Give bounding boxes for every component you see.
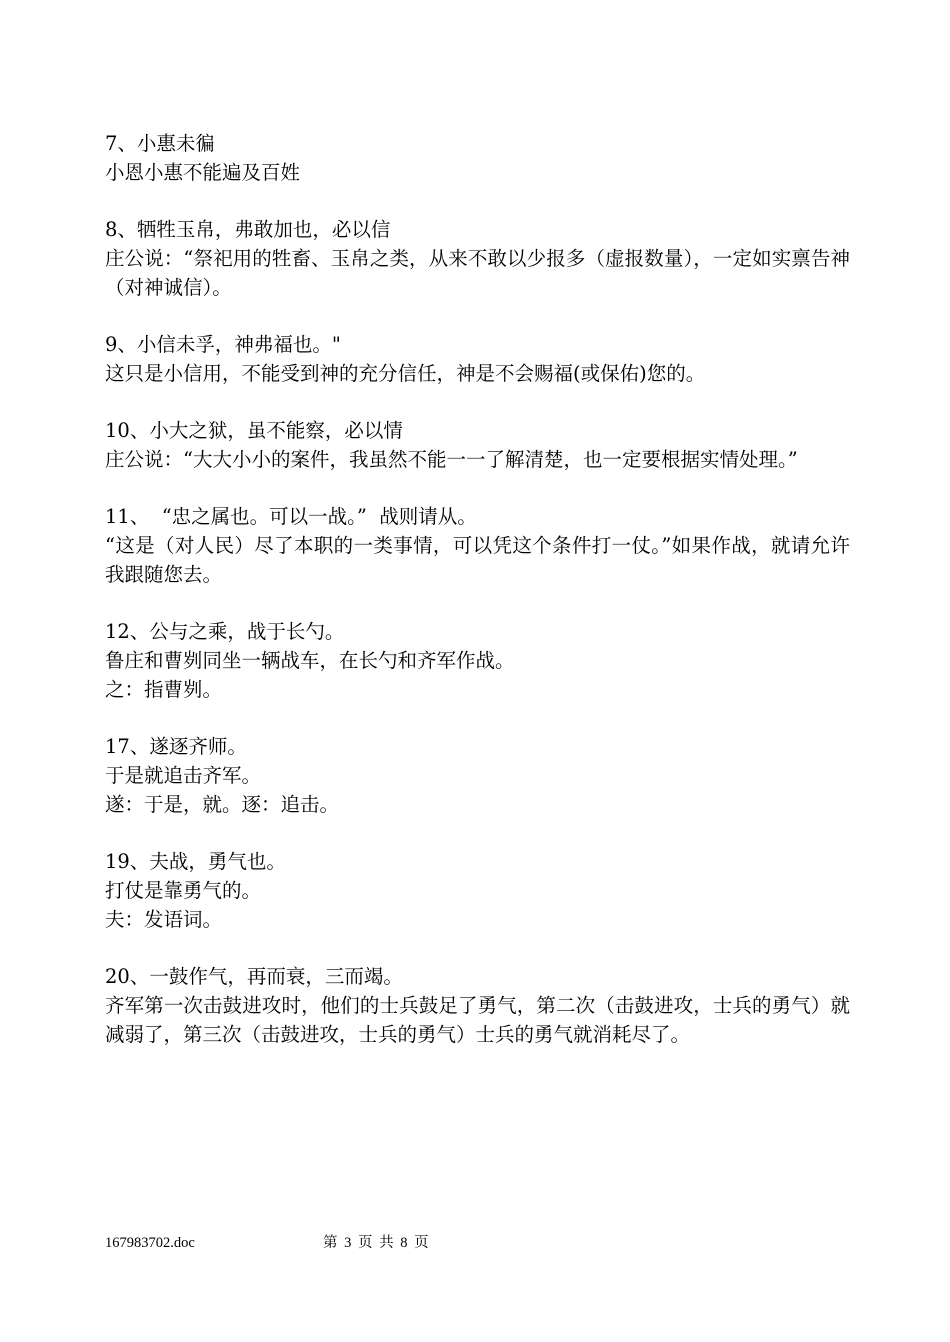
entry-12 (105, 617, 850, 704)
entry-9 (105, 330, 850, 388)
entry-20 (105, 962, 850, 1049)
entry-heading: 10、小大之狱，虽不能察，必以情 (105, 419, 403, 442)
entry-note: 夫：发语词。 (105, 908, 223, 931)
entry-translation: 庄公说：“祭祀用的牲畜、玉帛之类，从来不敢以少报多（虚报数量），一定如实禀告神（对神诚信）。 (105, 247, 850, 299)
entry-heading: 20、一鼓作气，再而衰，三而竭。 (105, 965, 403, 988)
entry-heading: 11、 “忠之属也。可以一战。” 战则请从。 (105, 505, 477, 528)
entry-7 (105, 129, 850, 187)
entry-translation: 这只是小信用，不能受到神的充分信任，神是不会赐福(或保佑)您的。 (105, 362, 706, 385)
entry-heading: 12、公与之乘，战于长勺。 (105, 620, 345, 643)
entry-heading: 9、小信未孚，神弗福也。" (105, 333, 341, 356)
entry-note: 遂：于是，就。逐：追击。 (105, 793, 340, 816)
entry-heading: 8、牺牲玉帛，弗敢加也，必以信 (105, 218, 391, 241)
entry-11 (105, 502, 850, 589)
entry-translation: 于是就追击齐军。 (105, 764, 262, 787)
entry-translation: 小恩小惠不能遍及百姓 (105, 161, 301, 184)
entry-translation: 打仗是靠勇气的。 (105, 879, 262, 902)
footer-page-number: 第 3 页 共 8 页 (323, 1235, 429, 1251)
entry-heading: 7、小惠未徧 (105, 132, 215, 155)
entry-17 (105, 732, 850, 819)
entry-heading: 17、遂逐齐师。 (105, 735, 247, 758)
entry-translation: 齐军第一次击鼓进攻时，他们的士兵鼓足了勇气，第二次（击鼓进攻，士兵的勇气）就减弱了，第三次（击鼓进攻，士兵的勇气）士兵的勇气就消耗尽了。 (105, 994, 850, 1046)
entry-19 (105, 847, 850, 934)
document-body (105, 129, 850, 1077)
entry-heading: 19、夫战，勇气也。 (105, 850, 286, 873)
footer-doc-name: 167983702.doc (105, 1235, 195, 1251)
entry-translation: 鲁庄和曹刿同坐一辆战车，在长勺和齐军作战。 (105, 649, 515, 672)
entry-8 (105, 215, 850, 302)
entry-translation: “这是（对人民）尽了本职的一类事情，可以凭这个条件打一仗。”如果作战，就请允许我跟随您去。 (105, 534, 850, 586)
entry-10 (105, 416, 850, 474)
entry-note: 之：指曹刿。 (105, 678, 223, 701)
entry-translation: 庄公说：“大大小小的案件，我虽然不能一一了解清楚，也一定要根据实情处理。” (105, 448, 798, 471)
